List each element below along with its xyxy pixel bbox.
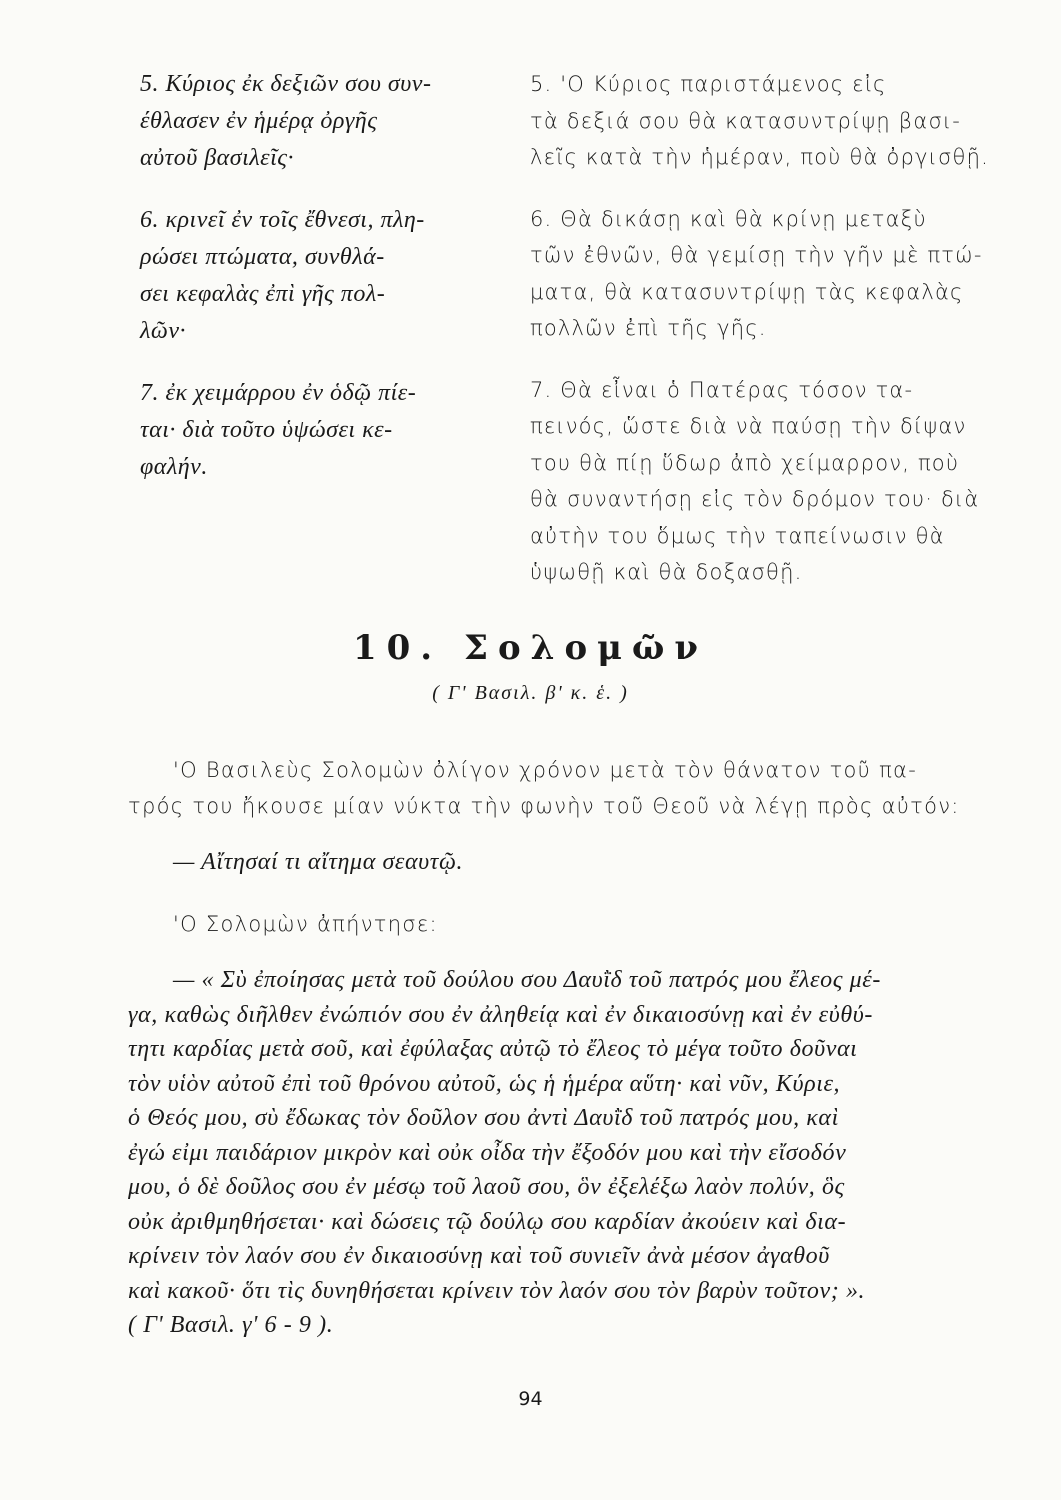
verse-line: έθλασεν ἐν ἡμέρᾳ ὀργῆς [140,108,378,134]
solomon-quote [128,963,1008,1343]
answer-intro [128,906,1008,942]
quote-line: ἐγώ εἰμι παιδάριον μικρὸν καὶ οὐκ οἶδα τὴν ἔξοδόν μου καὶ τὴν εἴσοδόν [128,1139,847,1166]
quote-line: — « Σὺ ἐποίησας μετὰ τοῦ δούλου σου Δαυῒδ τοῦ πατρός μου ἔλεος μέ- [173,967,881,993]
verse-line: 5. Κύριος ἐκ δεξιῶν σου συν- [140,71,432,97]
verse-line: τῶν ἐθνῶν, θὰ γεμίσῃ τὴν γῆν μὲ πτώ- [530,243,983,267]
translation-verse-7 [530,372,1010,591]
verse-line: ματα, θὰ κατασυντρίψῃ τὰς κεφαλὰς [530,279,964,304]
translation-verse-6 [530,201,1010,347]
verse-line: αὐτὴν του ὅμως τὴν ταπείνωσιν θὰ [530,523,945,548]
intro-line: τρός του ἤκουσε μίαν νύκτα τὴν φωνὴν τοῦ Θεοῦ νὰ λέγῃ πρὸς αὐτόν: [128,794,960,818]
verse-line: ρώσει πτώματα, συνθλά- [140,244,385,270]
quote-line: οὐκ ἀριθμηθήσεται· καὶ δώσεις τῷ δούλῳ σου καρδίαν ἀκούειν καὶ δια- [128,1208,847,1235]
verse-line: 6. Θὰ δικάσῃ καὶ θὰ κρίνῃ μεταξὺ [530,206,927,231]
quote-line: ὁ Θεός μου, σὺ ἔδωκας τὸν δοῦλον σου ἀντὶ Δαυῒδ τοῦ πατρός μου, καὶ [128,1105,839,1131]
verse-line: φαλήν. [140,454,208,480]
quote-citation: ( Γ' Βασιλ. γ' 6 - 9 ). [128,1312,334,1338]
ancient-verse-6 [140,202,520,350]
page-number: 94 [518,1388,543,1410]
verse-line: τὰ δεξιά σου θὰ κατασυντρίψῃ βασι- [530,108,962,133]
quote-line: τὸν υἱὸν αὐτοῦ ἐπὶ τοῦ θρόνου αὐτοῦ, ὡς ἡ ἡμέρα αὕτη· καὶ νῦν, Κύριε, [128,1070,841,1097]
ancient-verse-7 [140,375,520,486]
quote-line: μου, ὁ δὲ δοῦλος σου ἐν μέσῳ τοῦ λαοῦ σου, ὃν ἐξελέξω λαὸν πολύν, ὃς [128,1174,845,1200]
verse-line: ὑψωθῇ καὶ θὰ δοξασθῇ. [530,560,803,584]
ancient-text-column [140,66,520,511]
verse-line: λῶν· [140,318,186,344]
ancient-verse-5 [140,66,520,177]
quote-line: καὶ κακοῦ· ὅτι τὶς δυνηθήσεται κρίνειν τὸν λαόν σου τὸν βαρὺν τοῦτον; ». [128,1277,866,1304]
intro-line: 'Ο Βασιλεὺς Σολομὼν ὀλίγον χρόνον μετὰ τὸν θάνατον τοῦ πα- [173,758,918,782]
verse-line: του θὰ πίῃ ὕδωρ ἀπὸ χείμαρρον, ποὺ [530,450,960,475]
quote-line: τητι καρδίας μετὰ σοῦ, καὶ ἐφύλαξας αὐτῷ τὸ ἔλεος τὸ μέγα τοῦτο δοῦναι [128,1036,858,1062]
verse-line: ται· διὰ τοῦτο ὑψώσει κε- [140,417,393,443]
god-speech [128,845,1008,880]
verse-line: αὐτοῦ βασιλεῖς· [140,145,295,171]
intro-paragraph [128,752,1008,824]
verse-line: πολλῶν ἐπὶ τῆς γῆς. [530,316,767,340]
verse-line: θὰ συναντήσῃ εἰς τὸν δρόμον του· διὰ [530,487,980,511]
modern-translation-column [530,66,1010,616]
translation-verse-5 [530,66,1010,176]
verse-line: 7. Θὰ εἶναι ὁ Πατέρας τόσον τα- [530,377,914,402]
quote-line: γα, καθὼς διῆλθεν ἐνώπιόν σου ἐν ἀληθείᾳ καὶ ἐν δικαιοσύνῃ καὶ ἐν εὐθύ- [128,1001,873,1028]
quote-line: κρίνειν τὸν λαόν σου ἐν δικαιοσύνῃ καὶ τοῦ συνιεῖν ἀνὰ μέσον ἀγαθοῦ [128,1243,830,1269]
verse-line: σει κεφαλὰς ἐπὶ γῆς πολ- [140,281,386,307]
section-title: 10. Σολομῶν [352,628,709,668]
answer-intro-line: 'Ο Σολομὼν ἀπήντησε: [173,912,438,936]
section-reference: ( Γ' Βασιλ. β' κ. ἑ. ) [432,682,629,704]
verse-line: λεῖς κατὰ τὴν ἡμέραν, ποὺ θὰ ὀργισθῇ. [530,145,989,169]
god-speech-line: — Αἴτησαί τι αἴτημα σεαυτῷ. [173,849,464,875]
verse-line: πεινός, ὥστε διὰ νὰ παύσῃ τὴν δίψαν [530,414,967,438]
verse-line: 7. ἐκ χειμάρρου ἐν ὁδῷ πίε- [140,380,417,406]
verse-line: 5. 'Ο Κύριος παριστάμενος εἰς [530,72,887,96]
verse-line: 6. κρινεῖ ἐν τοῖς ἔθνεσι, πλη- [140,207,425,233]
